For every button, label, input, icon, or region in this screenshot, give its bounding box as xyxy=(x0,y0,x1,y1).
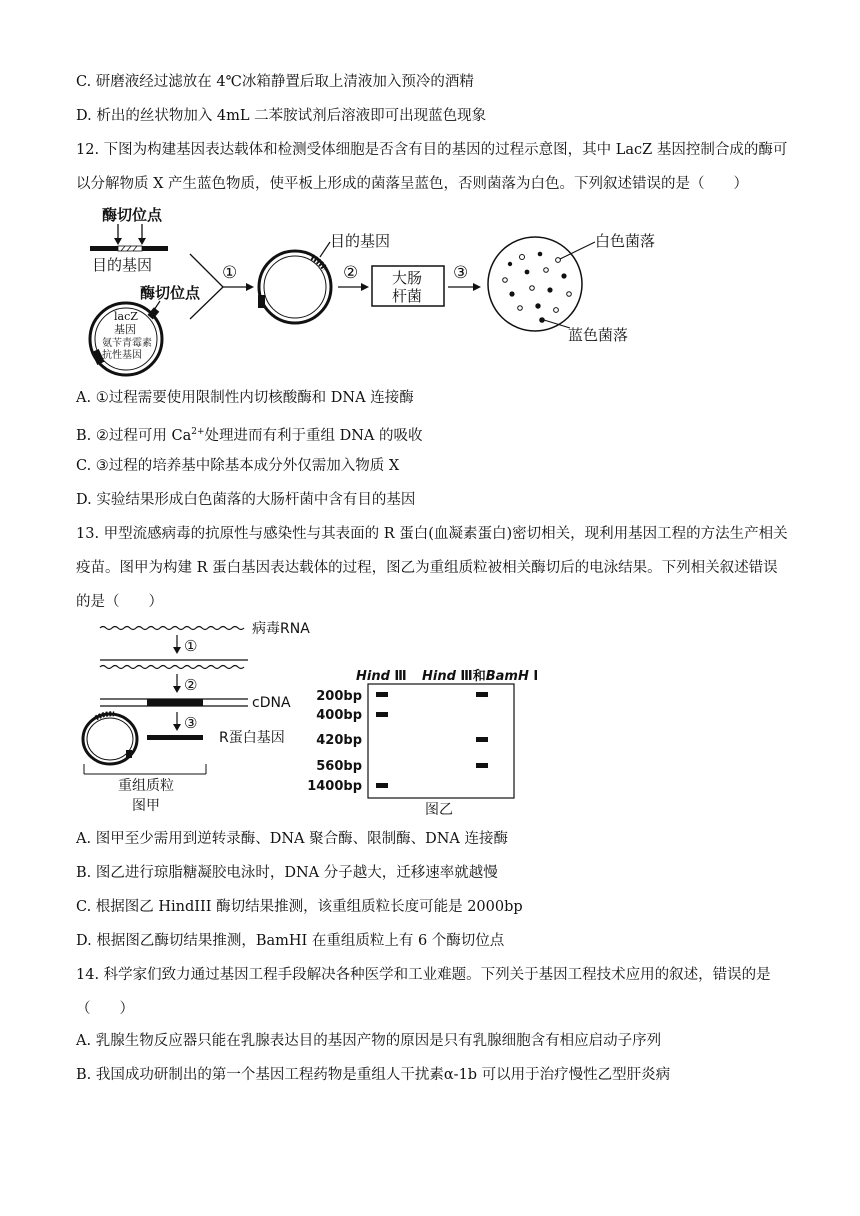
q13-option-d: D. 根据图乙酶切结果推测，BamHI 在重组质粒上有 6 个酶切位点 xyxy=(76,933,505,949)
q12-option-b-superscript: 2+ xyxy=(191,427,205,437)
recombinant-plasmid-label: 重组质粒 xyxy=(118,778,174,794)
amp-label-1: 氨苄青霉素 xyxy=(102,338,152,349)
enzyme-site-label-mid: 酶切位点 xyxy=(140,284,201,302)
fig-a-step-3: ③ xyxy=(184,714,198,732)
virus-rna-label: 病毒RNA xyxy=(252,621,310,637)
gel-band-lane2-560 xyxy=(476,763,488,768)
fig-a-step-1: ① xyxy=(184,637,198,655)
q11-option-d: D. 析出的丝状物加入 4mL 二苯胺试剂后溶液即可出现蓝色现象 xyxy=(76,108,487,124)
gel-band-lane1-200 xyxy=(376,692,388,697)
q12-option-b-text1: B. ②过程可用 Ca xyxy=(76,427,192,444)
q14-option-a: A. 乳腺生物反应器只能在乳腺表达目的基因产物的原因是只有乳腺细胞含有相应启动子序列 xyxy=(76,1033,662,1049)
q13-option-b: B. 图乙进行琼脂糖凝胶电泳时，DNA 分子越大，迁移速率就越慢 xyxy=(76,865,498,881)
q12-figure xyxy=(80,202,680,377)
q12-option-c: C. ③过程的培养基中除基本成分外仅需加入物质 X xyxy=(76,458,400,474)
fig-a-caption: 图甲 xyxy=(132,798,160,814)
cdna-target-region xyxy=(147,699,203,706)
recombinant-plasmid xyxy=(259,251,331,323)
size-label-560: 560bp xyxy=(316,759,362,774)
r-gene-label: R蛋白基因 xyxy=(219,730,285,746)
gel-lane-2-label xyxy=(422,668,538,684)
gel-lane-2-enzyme-2: BamH xyxy=(485,669,529,684)
q13-stem: 13. 甲型流感病毒的抗原性与感染性与其表面的 R 蛋白(血凝素蛋白)密切相关，现利用基因工程的方法生产相关疫苗。图甲为构建 R 蛋白基因表达载体的过程，图乙为重组质粒被相关酶切后的电泳结果。下列相关叙述错误的是（ ） xyxy=(76,526,788,610)
blue-colony-label: 蓝色菌落 xyxy=(568,326,629,344)
step-2: ② xyxy=(343,263,359,283)
gel-band-lane2-420 xyxy=(476,737,488,742)
size-label-1400: 1400bp xyxy=(307,779,362,794)
size-label-200: 200bp xyxy=(316,689,362,704)
lacz-label-2: 基因 xyxy=(114,323,136,336)
step-1: ① xyxy=(222,263,238,283)
q14-stem: 14. 科学家们致力通过基因工程手段解决各种医学和工业难题。下列关于基因工程技术应用的叙述，错误的是（ ） xyxy=(76,967,771,1017)
rna-cdna-hybrid xyxy=(100,666,244,669)
step-3: ③ xyxy=(453,263,469,283)
q11-option-c: C. 研磨液经过滤放在 4℃冰箱静置后取上清液加入预冷的酒精 xyxy=(76,74,474,90)
virus-rna-strand xyxy=(100,627,244,630)
gel-band-lane2-200 xyxy=(476,692,488,697)
q13-option-c: C. 根据图乙 HindIII 酶切结果推测，该重组质粒长度可能是 2000bp xyxy=(76,899,523,915)
ecoli-label-1: 大肠 xyxy=(392,269,423,287)
amp-label-2: 抗性基因 xyxy=(102,350,142,361)
gel-lane-2-enzyme-1: Hind xyxy=(422,669,456,684)
gel-band-lane1-400 xyxy=(376,712,388,717)
cdna-label: cDNA xyxy=(252,695,291,711)
q12-stem: 12. 下图为构建基因表达载体和检测受体细胞是否含有目的基因的过程示意图，其中 LacZ 基因控制合成的酶可以分解物质 X 产生蓝色物质，使平板上形成的菌落呈蓝色，否则菌落为白色。下列叙述错误的是（ ） xyxy=(76,142,788,192)
fig-b-caption: 图乙 xyxy=(425,802,453,818)
q12-option-a: A. ①过程需要使用限制性内切核酸酶和 DNA 连接酶 xyxy=(76,390,414,406)
q12-option-d: D. 实验结果形成白色菌落的大肠杆菌中含有目的基因 xyxy=(76,492,416,508)
lacz-label-1: lacZ xyxy=(114,310,138,323)
ecoli-label-2: 杆菌 xyxy=(392,287,423,305)
q12-option-b xyxy=(76,422,423,446)
r-gene-fragment xyxy=(147,735,203,740)
target-gene-label-right: 目的基因 xyxy=(330,232,391,250)
target-gene-label-left: 目的基因 xyxy=(92,256,153,274)
gel-lane-1-enzyme: Hind xyxy=(356,669,390,684)
q12-option-b-text2: 处理进而有利于重组 DNA 的吸收 xyxy=(204,427,423,444)
gel-lane-1-label xyxy=(356,669,407,684)
culture-plate xyxy=(488,237,582,331)
gel-lane-2-connector: Ⅲ和 xyxy=(455,669,486,684)
gel-lane-1-numeral: Ⅲ xyxy=(389,669,407,684)
enzyme-site-label-top: 酶切位点 xyxy=(102,206,163,224)
size-label-420: 420bp xyxy=(316,733,362,748)
gel-lane-2-numeral: Ⅰ xyxy=(528,669,539,684)
gel-frame xyxy=(368,684,514,798)
gel-band-lane1-1400 xyxy=(376,783,388,788)
size-label-400: 400bp xyxy=(316,708,362,723)
q13-figures xyxy=(80,618,560,818)
q14-option-b: B. 我国成功研制出的第一个基因工程药物是重组人干扰素α-1b 可以用于治疗慢性乙型肝炎病 xyxy=(76,1067,671,1083)
white-colony-label: 白色菌落 xyxy=(595,232,656,250)
q13-option-a: A. 图甲至少需用到逆转录酶、DNA 聚合酶、限制酶、DNA 连接酶 xyxy=(76,831,508,847)
fig-a-step-2: ② xyxy=(184,676,198,694)
